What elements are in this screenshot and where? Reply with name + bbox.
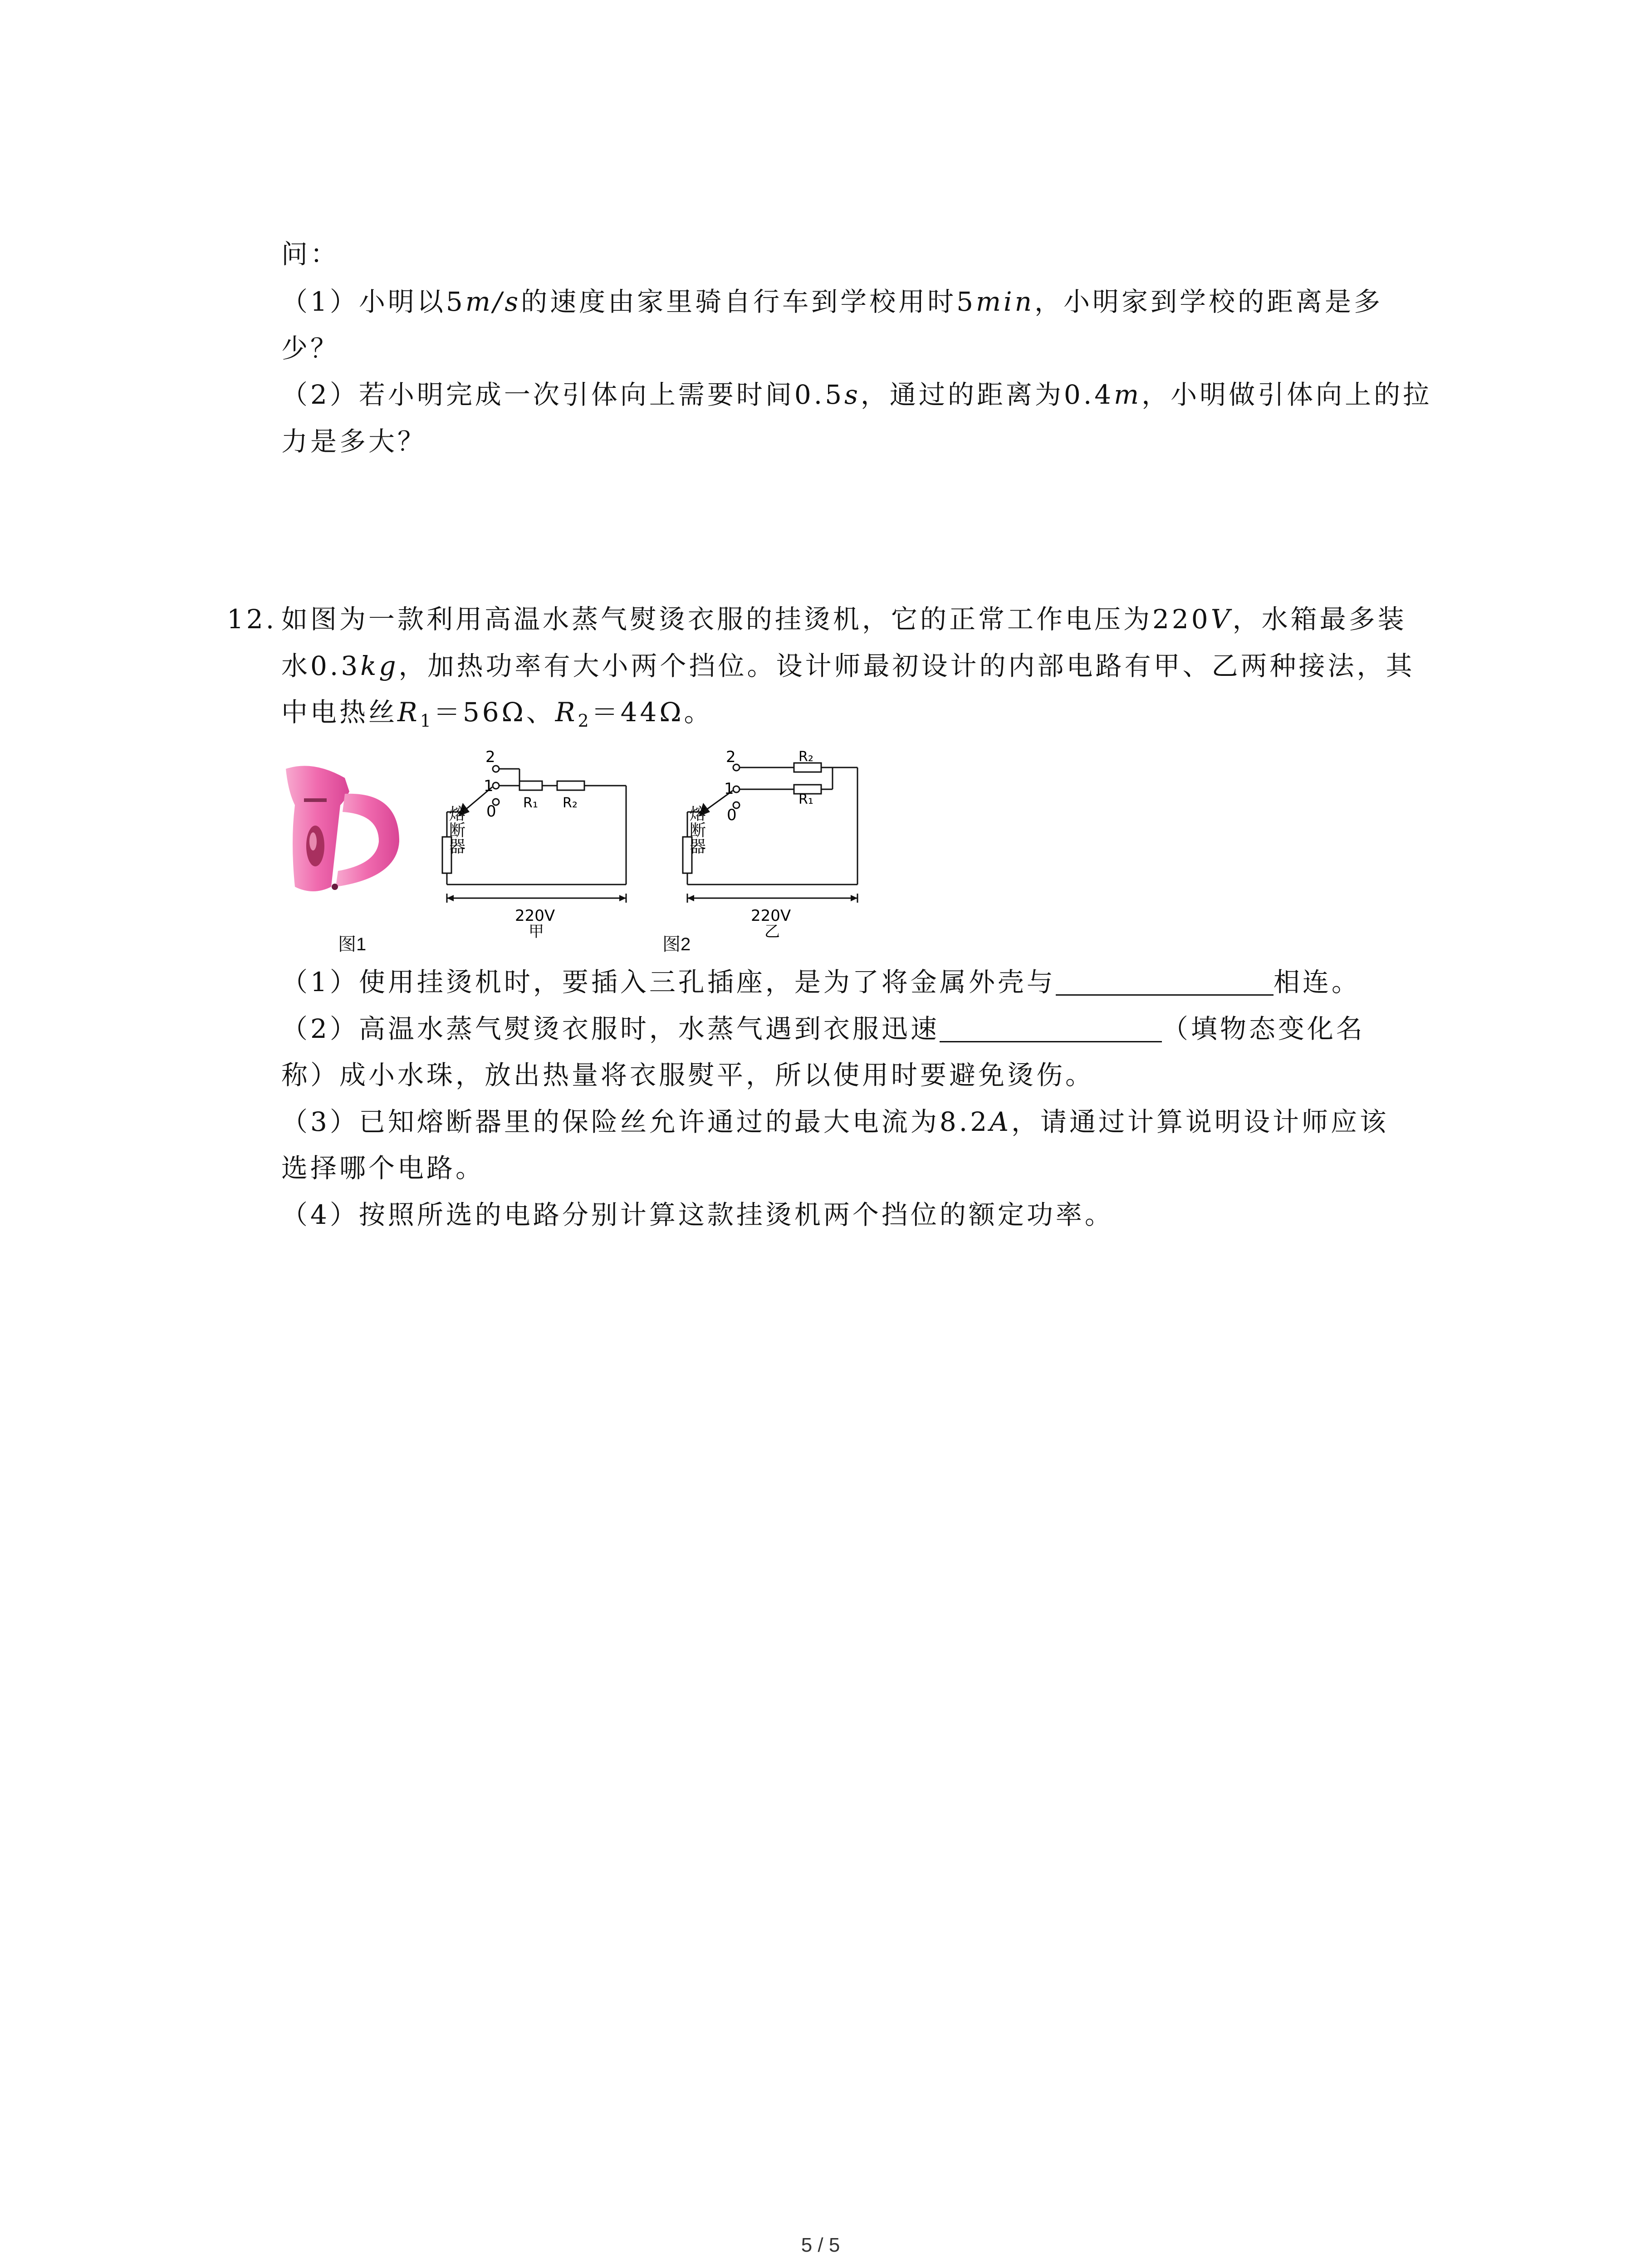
q12-stem-line3: 中电热丝$R_1=56\Omega$、$R_2=44\Omega$。 [281,697,713,731]
prev-subquestion-2: （2）若小明完成一次引体向上需要时间0.5s，通过的距离为0.4m，小明做引体向上的拉 [281,379,1432,410]
r2-label: R₂ [798,749,813,765]
steamer-image [277,751,408,907]
switch-0-label: 0 [486,802,496,821]
switch-2-label: 2 [726,748,736,766]
r1-label: R₁ [798,792,813,807]
q12-subquestion-3: （3）已知熔断器里的保险丝允许通过的最大电流为8.2A，请通过计算说明设计师应该 [281,1106,1389,1137]
prev-subquestion-2-cont: 力是多大？ [281,426,427,457]
answer-blank-1[interactable] [1056,967,1274,996]
q12-subquestion-4: （4）按照所选的电路分别计算这款挂烫机两个挡位的额定功率。 [281,1199,1114,1230]
switch-1-label: 1 [724,780,734,798]
switch-1-label: 1 [484,777,494,795]
circuit-jia [436,748,635,941]
q12-subquestion-2: （2）高温水蒸气熨烫衣服时，水蒸气遇到衣服迅速 （填物态变化名 [281,1013,1365,1044]
q12-subquestion-2-cont: 称）成小水珠，放出热量将衣服熨平，所以使用时要避免烫伤。 [281,1060,1095,1090]
fuse-label: 熔断器 [687,805,706,854]
prev-subquestion-1: （1）小明以5m/s的速度由家里骑自行车到学校用时5min，小明家到学校的距离是多 [281,286,1383,317]
r1-label: R₁ [523,795,538,811]
question-intro: 问： [281,239,340,269]
switch-2-label: 2 [485,748,495,766]
answer-blank-2[interactable] [940,1014,1162,1042]
circuit-yi [676,748,876,941]
circuit-yi-label: 乙 [764,923,780,939]
voltage-label: 220V [751,907,791,925]
q12-stem-line2: 水0.3kg，加热功率有大小两个挡位。设计师最初设计的内部电路有甲、乙两种接法，其 [281,650,1415,681]
question-number: 12. [227,604,277,635]
fuse-label: 熔断器 [446,805,465,854]
circuit-jia-label: 甲 [529,923,544,939]
r2-label: R₂ [563,795,578,811]
voltage-label: 220V [515,907,555,925]
switch-0-label: 0 [727,806,737,824]
q12-subquestion-3-cont: 选择哪个电路。 [281,1153,485,1183]
prev-subquestion-1-cont: 少？ [281,333,340,364]
q12-stem-line1: 如图为一款利用高温水蒸气熨烫衣服的挂烫机，它的正常工作电压为220V，水箱最多装 [281,604,1407,635]
page-number: 5 / 5 [801,2234,840,2256]
figure-1-caption: 图1 [338,934,367,954]
q12-subquestion-1: （1）使用挂烫机时，要插入三孔插座，是为了将金属外壳与 相连。 [281,967,1361,997]
figure-2-caption: 图2 [662,934,691,954]
